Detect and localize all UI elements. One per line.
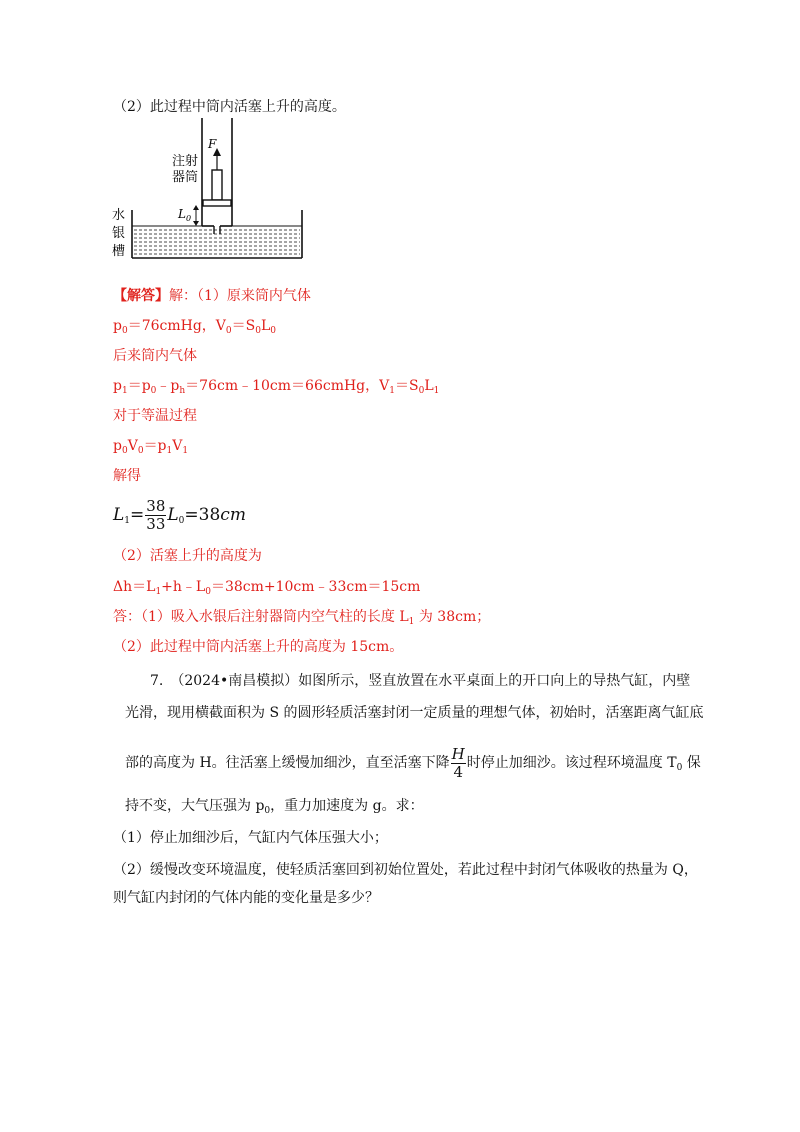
solution-line-6: $p_0V_0=p_1V_1$: [113, 438, 189, 456]
trough-label-3: 槽: [112, 244, 126, 259]
question-part-2: （2）此过程中筒内活塞上升的高度。: [113, 99, 346, 115]
problem-7-question-2-cont: 则气缸内封闭的气体内能的变化量是多少？: [113, 890, 379, 906]
problem-7-question-1: （1）停止加细沙后，气缸内气体压强大小；: [113, 830, 388, 846]
answer-line-1: 答：（1）吸入水银后注射器筒内空气柱的长度 $L_1$ 为 38cm；: [113, 609, 491, 627]
problem-7-line-4: 持不变，大气压强为 $p_0$，重力加速度为 g。求：: [125, 798, 424, 816]
trough-label-2: 银: [112, 226, 126, 241]
solution-line-9: （2）活塞上升的高度为: [113, 548, 262, 564]
solution-intro: 【解答】解：（1）原来筒内气体: [113, 288, 311, 304]
fraction-h-over-4: $\frac{H}{4}$: [451, 744, 465, 781]
solution-line-4: $p_1=p_0﹣p_h=76cm﹣10cm=66cmHg$，$V_1=S_0L_1$: [113, 378, 440, 396]
solution-line-3: 后来筒内气体: [113, 348, 197, 364]
solution-line-7: 解得: [113, 468, 141, 484]
solution-line-5: 对于等温过程: [113, 408, 197, 424]
solution-line-2: $p_0=76cmHg$，$V_0=S_0L_0$: [113, 318, 277, 336]
answer-line-2: （2）此过程中筒内活塞上升的高度为 15cm。: [113, 639, 404, 655]
problem-7-line-1: 7. （2024•南昌模拟）如图所示，竖直放置在水平桌面上的开口向上的导热气缸，内壁: [150, 673, 691, 689]
l0-label: $L_0$: [178, 207, 192, 223]
force-label: F: [208, 137, 217, 151]
solution-formula: $L_1=$ $\frac{38}{33}$ $L_0=38cm$: [113, 497, 246, 533]
syringe-label-2: 器筒: [172, 170, 199, 185]
fraction-38-33: $\frac{38}{33}$: [146, 497, 166, 533]
problem-7-line-2: 光滑，现用横截面积为 S 的圆形轻质活塞封闭一定质量的理想气体，初始时，活塞距离气缸底: [125, 705, 704, 721]
problem-7-question-2: （2）缓慢改变环境温度，使轻质活塞回到初始位置处，若此过程中封闭气体吸收的热量为 Q，: [113, 862, 698, 878]
syringe-mercury-figure: [110, 118, 310, 268]
solution-line-10: $\Delta h=L_1+h﹣L_0=38cm+10cm﹣33cm=15cm$: [113, 579, 421, 597]
syringe-label-1: 注射: [172, 154, 199, 169]
trough-label-1: 水: [112, 208, 126, 223]
problem-7-line-3: 部的高度为 H。往活塞上缓慢加细沙，直至活塞下降 $\frac{H}{4}$ 时停止加细沙。该过程环境温度 $T_0$ 保: [125, 744, 701, 781]
